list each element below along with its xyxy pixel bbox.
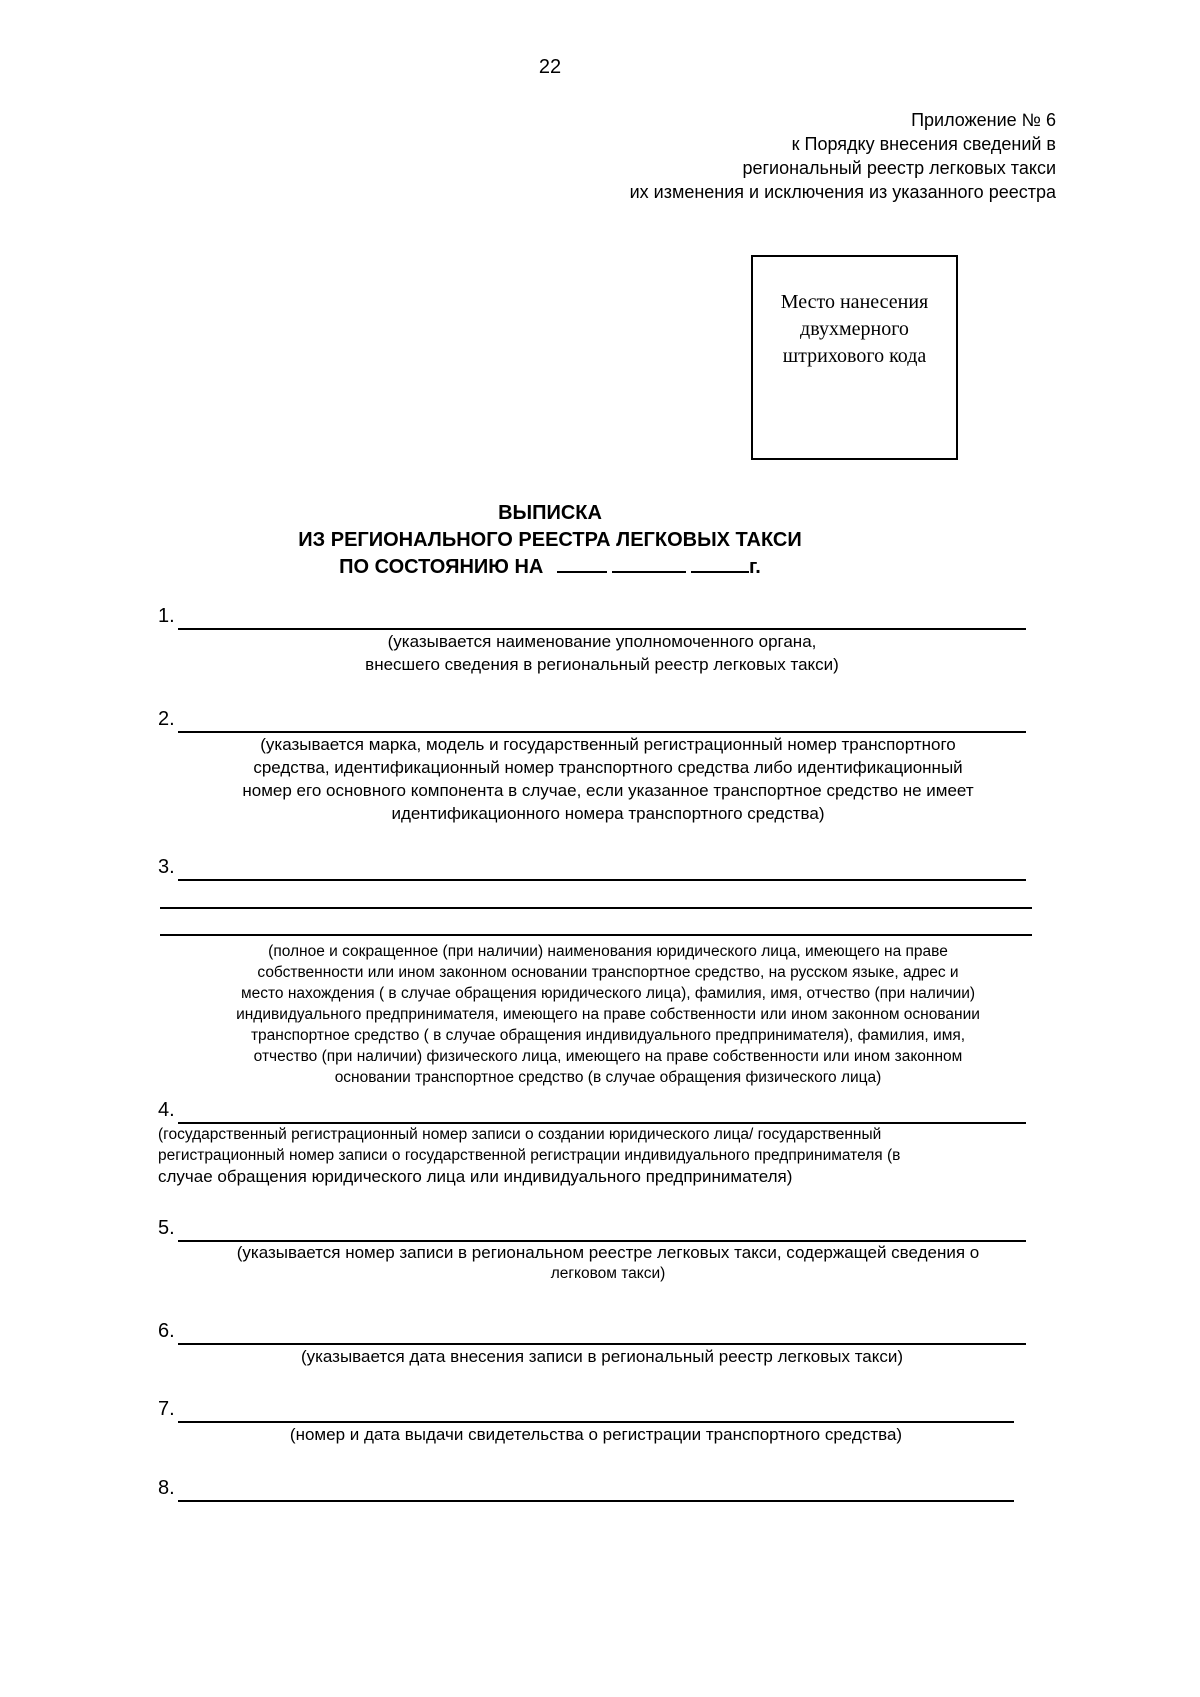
field-8-line[interactable] xyxy=(178,1472,1014,1502)
appendix-line: региональный реестр легковых такси xyxy=(742,158,1056,178)
field-6-line[interactable] xyxy=(178,1315,1026,1345)
title-date-suffix: г. xyxy=(748,556,761,578)
field-2-hint xyxy=(158,733,1058,825)
appendix-line: к Порядку внесения сведений в xyxy=(791,134,1056,154)
hint-line: (указывается дата внесения записи в региональный реестр легковых такси) xyxy=(300,1347,904,1366)
hint-line: идентификационного номера транспортного средства) xyxy=(391,804,825,823)
field-4-hint xyxy=(158,1124,1058,1187)
field-1-hint xyxy=(178,630,1026,676)
page-number: 22 xyxy=(538,56,562,78)
field-3-line-2[interactable] xyxy=(160,879,1032,909)
barcode-placeholder-line: штрихового кода xyxy=(782,345,927,367)
hint-line: транспортное средство ( в случае обращения индивидуального предпринимателя), фамилия, имя, xyxy=(250,1027,966,1044)
barcode-placeholder-line: двухмерного xyxy=(800,318,909,340)
field-1-line[interactable] xyxy=(178,600,1026,630)
hint-line: случае обращения юридического лица или индивидуального предпринимателя) xyxy=(158,1167,793,1186)
field-5-hint xyxy=(158,1242,1058,1284)
hint-line: (указывается наименование уполномоченного органа, xyxy=(387,632,817,651)
hint-line: (указывается номер записи в региональном реестре легковых такси, содержащей сведения о xyxy=(236,1243,980,1262)
field-number: 6. xyxy=(158,1320,175,1342)
date-day-blank[interactable] xyxy=(557,554,607,573)
field-number: 5. xyxy=(158,1217,175,1239)
field-3-line-3[interactable] xyxy=(160,906,1032,936)
date-month-blank[interactable] xyxy=(612,554,686,573)
hint-line: основании транспортное средство (в случае обращения физического лица) xyxy=(334,1069,882,1086)
field-7-hint xyxy=(178,1423,1014,1446)
title-line-date xyxy=(0,554,1100,581)
appendix-line: Приложение № 6 xyxy=(911,110,1056,130)
field-number: 2. xyxy=(158,708,175,730)
appendix-reference xyxy=(630,108,1056,204)
field-7-line[interactable] xyxy=(178,1393,1014,1423)
barcode-placeholder-box xyxy=(751,255,958,460)
hint-line: (номер и дата выдачи свидетельства о регистрации транспортного средства) xyxy=(289,1425,903,1444)
field-number: 3. xyxy=(158,856,175,878)
field-number: 8. xyxy=(158,1477,175,1499)
field-3-hint xyxy=(158,941,1058,1088)
barcode-placeholder-line: Место нанесения xyxy=(780,291,929,313)
hint-line: внесшего сведения в региональный реестр легковых такси) xyxy=(365,655,839,674)
field-5-line[interactable] xyxy=(178,1212,1026,1242)
hint-line: номер его основного компонента в случае, если указанное транспортное средство не имеет xyxy=(242,781,974,800)
field-number: 1. xyxy=(158,605,175,627)
hint-line: отчество (при наличии) физического лица, имеющего на праве собственности или ином законном xyxy=(253,1048,963,1065)
title-line: ВЫПИСКА xyxy=(498,502,602,524)
field-number: 4. xyxy=(158,1099,175,1121)
hint-line: (полное и сокращенное (при наличии) наименования юридического лица, имеющего на праве xyxy=(268,943,948,960)
title-date-prefix: ПО СОСТОЯНИЮ НА xyxy=(339,556,544,578)
field-2-line[interactable] xyxy=(178,703,1026,733)
hint-line: индивидуального предпринимателя, имеющего на праве собственности или ином законном основании xyxy=(236,1006,980,1023)
field-4-line[interactable] xyxy=(178,1094,1026,1124)
date-year-blank[interactable] xyxy=(691,554,749,573)
title-line: ИЗ РЕГИОНАЛЬНОГО РЕЕСТРА ЛЕГКОВЫХ ТАКСИ xyxy=(298,529,802,551)
hint-line: место нахождения ( в случае обращения юридического лица), фамилия, имя, отчество (при наличии) xyxy=(240,985,976,1002)
field-3-line-1[interactable] xyxy=(178,851,1026,881)
appendix-line: их изменения и исключения из указанного реестра xyxy=(629,182,1056,202)
hint-line: средства, идентификационный номер транспортного средства либо идентификационный xyxy=(253,758,963,777)
field-6-hint xyxy=(178,1345,1026,1368)
hint-line: (государственный регистрационный номер записи о создании юридического лица/ государственный xyxy=(158,1126,882,1143)
hint-line: регистрационный номер записи о государственной регистрации индивидуального предпринимателя (в xyxy=(158,1147,901,1164)
hint-line: легковом такси) xyxy=(550,1265,666,1282)
field-number: 7. xyxy=(158,1398,175,1420)
document-title xyxy=(0,500,1100,581)
hint-line: (указывается марка, модель и государственный регистрационный номер транспортного xyxy=(260,735,956,754)
hint-line: собственности или ином законном основании транспортное средство, на русском языке, адрес и xyxy=(257,964,959,981)
